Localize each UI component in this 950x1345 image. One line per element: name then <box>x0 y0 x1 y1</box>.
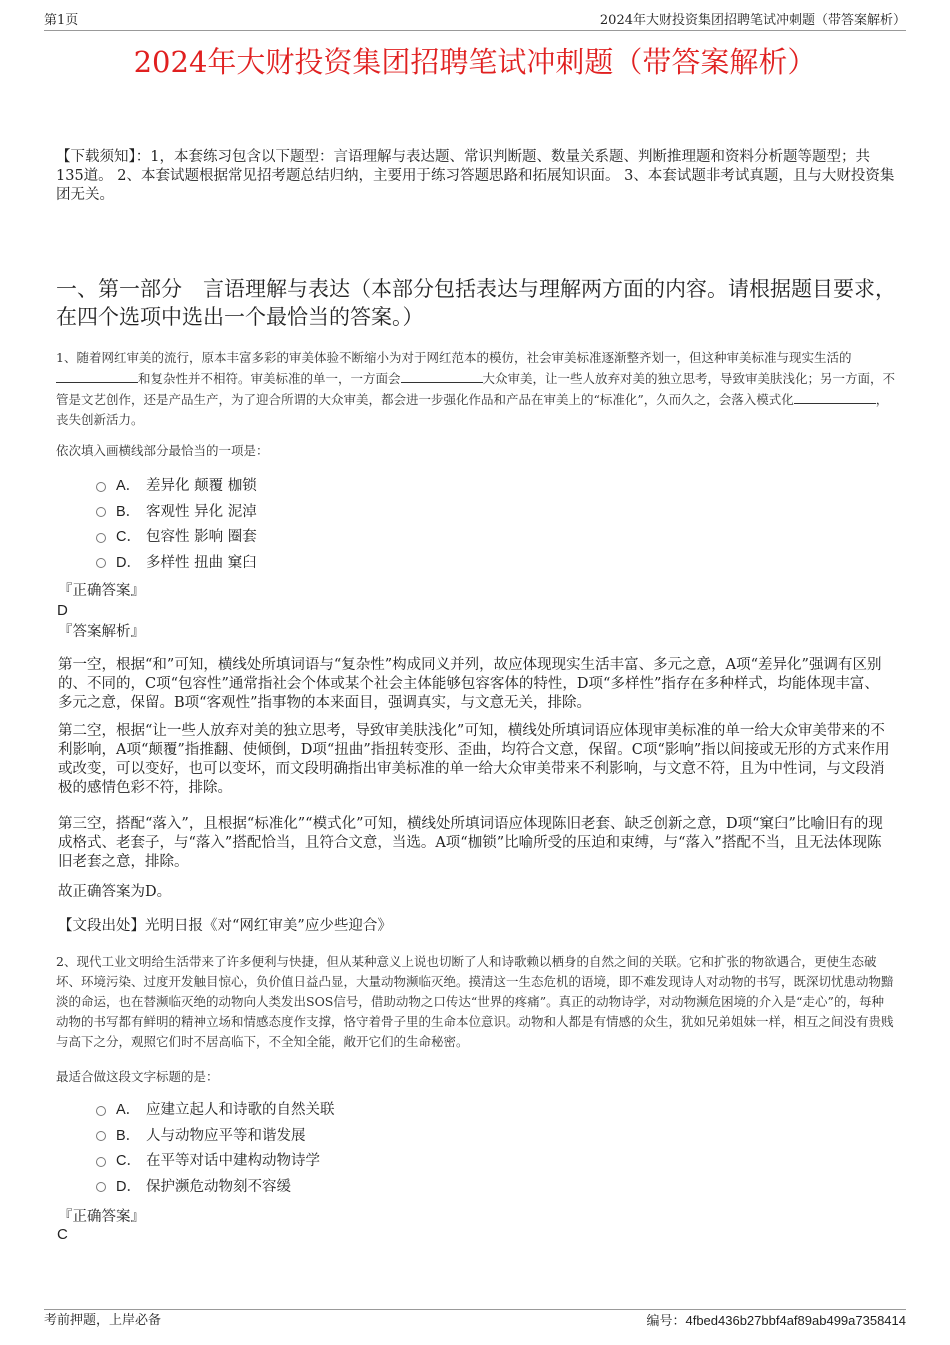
analysis-paragraph: 第二空，根据“让一些人放弃对美的独立思考，导致审美肤浅化”可知，横线处所填词语应体现审美标准的单一给大众审美带来的不利影响，A项“颠覆”指推翻、使倾倒，D项“扭曲”指扭转变形、歪曲，均符合文意，保留。C项“影响”指以间接或无形的方式来作用或改变，可以变好，也可以变坏，而文段明确指出审美标准的单一给大众审美带来不利影响，与文意不符，且为中性词，与文段消极的感情色彩不符，排除。 <box>58 723 890 796</box>
question-2-text: 2、现代工业文明给生活带来了许多便利与快捷，但从某种意义上说也切断了人和诗歌赖以栖身的自然之间的关联。它和扩张的物欲遇合，更使生态破坏、环境污染、过度开发触目惊心，负价值日益凸显，大量动物濒临灭绝。摸清这一生态危机的语境，即不难发现诗人对动物的书写，既深切忧患动物黯淡的命运，也在替濒临灭绝的动物向人类发出SOS信号，借助动物之口传达“世界的疼痛”。真正的动物诗学，对动物濒危困境的介入是“走心”的，每种动物的书写都有鲜明的精神立场和情感态度作支撑，恪守着骨子里的生命本位意识。动物和人都是有情感的众生，犹如兄弟姐妹一样，相互之间没有贵贱与高下之分，观照它们时不居高临下，不全知全能，敞开它们的生命秘密。 <box>56 954 894 1049</box>
correct-answer: D <box>57 602 68 619</box>
blank-1 <box>56 368 138 383</box>
radio-icon[interactable] <box>96 507 106 517</box>
footer-slogan: 考前押题，上岸必备 <box>44 1313 162 1328</box>
question-2-prompt: 最适合做这段文字标题的是： <box>56 1069 219 1084</box>
radio-icon[interactable] <box>96 1106 106 1116</box>
option-text: 多样性 扭曲 窠臼 <box>146 554 257 571</box>
option-text: 差异化 颠覆 枷锁 <box>146 478 257 494</box>
radio-icon[interactable] <box>96 533 106 543</box>
option-text: 保护濒危动物刻不容缓 <box>146 1178 291 1195</box>
page-footer <box>44 1309 906 1329</box>
radio-icon[interactable] <box>96 558 106 568</box>
correct-answer: C <box>57 1226 68 1243</box>
option-c[interactable]: C． 包容性 影响 圈套 <box>96 525 257 551</box>
radio-icon[interactable] <box>96 1182 106 1192</box>
q1-part3: 大众审美，让一些人放弃对美的独立思考，导致审美肤浅化；另一方面，不管是文艺创作，还是产品生产，为了迎合所谓的大众审美，都会进一步强化作品和产品在审美上的“标准化”，久而久之，会落入模式化 <box>56 371 896 407</box>
answer-label: 『正确答案』 <box>58 583 145 599</box>
section-heading: 一、第一部分 言语理解与表达（本部分包括表达与理解两方面的内容。请根据题目要求，在四个选项中选出一个最恰当的答案。） <box>56 277 896 329</box>
analysis-paragraph: 第三空，搭配“落入”，且根据“标准化”“模式化”可知，横线处所填词语应体现陈旧老套、缺乏创新之意，D项“窠臼”比喻旧有的现成格式、老套子，与“落入”搭配恰当，且符合文意，当选。A项“枷锁”比喻所受的压迫和束缚，与“落入”搭配不当，且无法体现陈旧老套之意，排除。 <box>58 816 883 870</box>
analysis-paragraph: 第一空，根据“和”可知，横线处所填词语与“复杂性”构成同义并列，故应体现现实生活丰富、多元之意，A项“差异化”强调有区别的、不同的，C项“包容性”通常指社会个体或某个社会主体能够包容客体的特性，D项“多样性”指存在多种样式，均能体现丰富、多元之意，保留。B项“客观性”指事物的本来面目，强调真实，与文意无关，排除。 <box>58 657 882 711</box>
option-a[interactable]: A． 应建立起人和诗歌的自然关联 <box>96 1098 335 1124</box>
answer-label: 『正确答案』 <box>58 1209 145 1225</box>
document-code <box>646 1310 906 1333</box>
header-doc-title: 2024年大财投资集团招聘笔试冲刺题（带答案解析） <box>599 13 906 28</box>
page-number: 第1页 <box>44 13 79 28</box>
q1-part1: 1、随着网红审美的流行，原本丰富多彩的审美体验不断缩小为对于网红范本的模仿，社会审美标准逐渐整齐划一，但这种审美标准与现实生活的 <box>56 350 852 365</box>
code-value: 4fbed436b27bbf4af89ab499a7358414 <box>685 1313 906 1328</box>
option-text: 在平等对话中建构动物诗学 <box>146 1153 320 1169</box>
q1-part4: ，丧失创新活力。 <box>56 392 889 427</box>
option-text: 人与动物应平等和谐发展 <box>146 1127 306 1144</box>
radio-icon[interactable] <box>96 1157 106 1167</box>
option-text: 包容性 影响 圈套 <box>146 529 257 545</box>
radio-icon[interactable] <box>96 1131 106 1141</box>
blank-3 <box>794 389 876 404</box>
option-b[interactable]: B． 人与动物应平等和谐发展 <box>96 1124 335 1150</box>
code-label: 编号： <box>646 1314 686 1329</box>
document-title: 2024年大财投资集团招聘笔试冲刺题（带答案解析） <box>133 45 817 79</box>
question-1-prompt: 依次填入画横线部分最恰当的一项是： <box>56 443 269 458</box>
q1-part2: 和复杂性并不相符。审美标准的单一，一方面会 <box>138 371 401 386</box>
download-notice: 【下载须知】：1，本套练习包含以下题型：言语理解与表达题、常识判断题、数量关系题、判断推理题和资料分析题等题型；共135道。 2、本套试题根据常见招考题总结归纳，主要用于练习答题思路和拓展知识面。 3、本套试题非考试真题，且与大财投资集团无关。 <box>56 149 895 203</box>
option-a[interactable]: A． 差异化 颠覆 枷锁 <box>96 474 257 500</box>
option-d[interactable]: D． 多样性 扭曲 窠臼 <box>96 551 257 577</box>
question-1-options <box>96 474 257 576</box>
option-text: 客观性 异化 泥淖 <box>146 503 257 520</box>
page-header <box>44 12 906 31</box>
option-b[interactable]: B． 客观性 异化 泥淖 <box>96 500 257 526</box>
source-note: 【文段出处】光明日报《对“网红审美”应少些迎合》 <box>58 918 392 934</box>
blank-2 <box>401 368 483 383</box>
analysis-label: 『答案解析』 <box>58 624 145 640</box>
radio-icon[interactable] <box>96 482 106 492</box>
option-d[interactable]: D． 保护濒危动物刻不容缓 <box>96 1175 335 1201</box>
option-text: 应建立起人和诗歌的自然关联 <box>146 1102 335 1118</box>
analysis-conclusion: 故正确答案为D。 <box>58 884 172 900</box>
question-1-text <box>56 348 896 430</box>
question-2-options <box>96 1098 335 1200</box>
option-c[interactable]: C． 在平等对话中建构动物诗学 <box>96 1149 335 1175</box>
